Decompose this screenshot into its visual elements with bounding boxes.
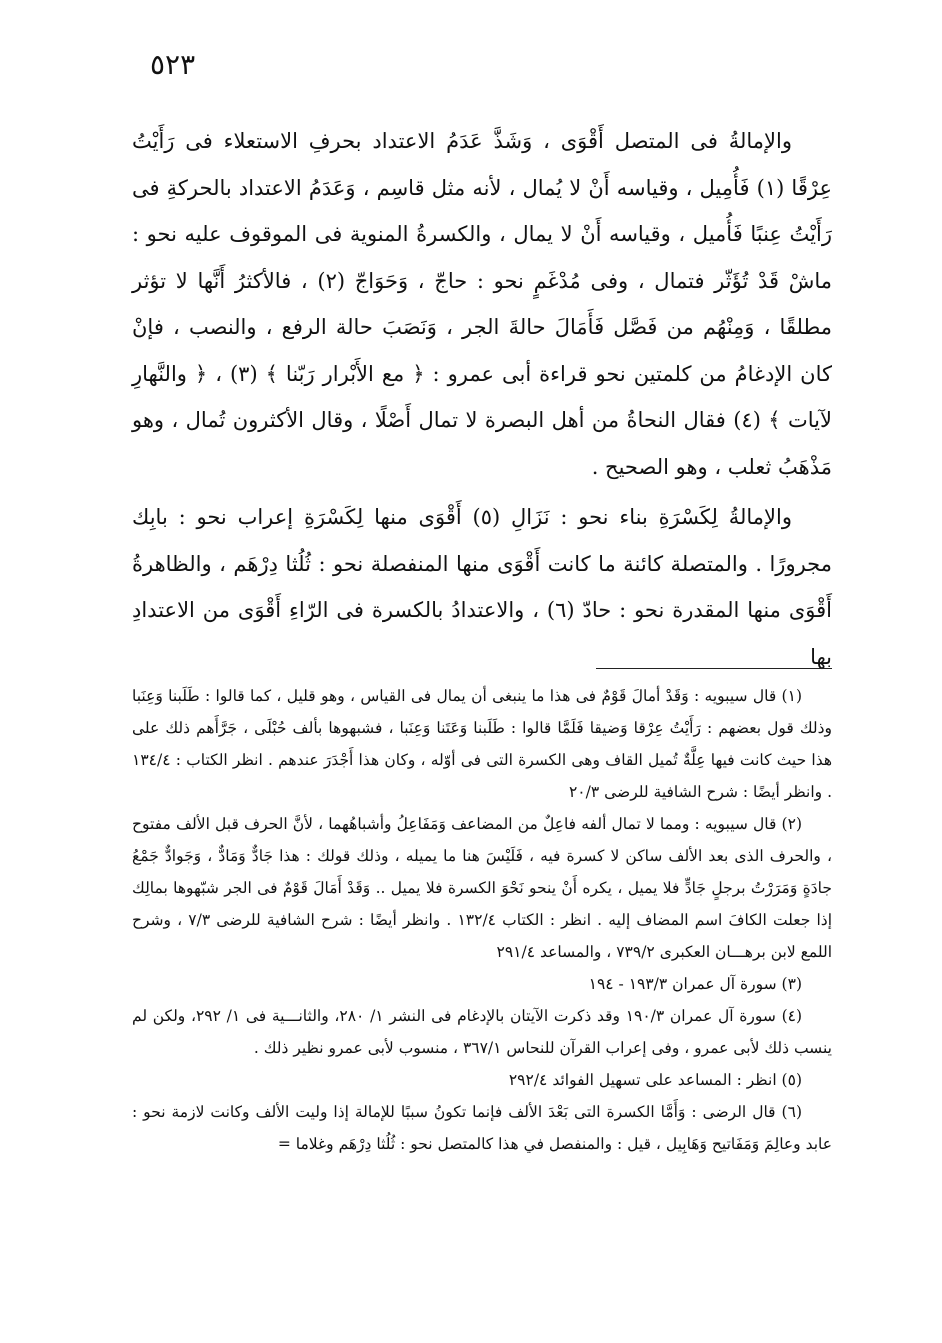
main-text <box>132 118 832 684</box>
footnote: (٣) سورة آل عمران ١٩٣/٣ - ١٩٤ <box>588 975 802 993</box>
paragraph: والإمالةُ لِكَسْرَةِ بناء نحو : نَزَالِ (٥) أَقْوَى منها لِكَسْرَةِ إعراب نحو : بابِك مجرورًا . والمتصلة كائنة ما كانت أَقْوَى منها المنفصلة نحو : ثُلُثا دِرْهَم ، والظاهرةُ أَقْوَى منها المقدرة نحو : حادّ (٦) ، والاعتدادُ بالكسرة فى الرّاءِ أَقْوَى من الاعتدادِ بها <box>132 505 832 669</box>
footnote: (٥) انظر : المساعد على تسهيل الفوائد ٢٩٢/٤ <box>508 1071 802 1089</box>
footnote: (١) قال سيبويه : وَقَدْ أمالَ قَوْمٌ فى هذا ما ينبغى أن يمال فى القياس ، وهو قليل ، كما قالوا : طَلَبنا وَعِنَبا وذلك قول بعضهم : رَأَيْتُ عِرْقا وَضيقا فَلَمَّا قالوا : طَلَبنا وَعَتَنا وَعِنَبا ، فشبهوها بألف حُبْلَى ، جَرَّأَهم ذلك على هذا حيث كانت فيها عِلَّةٌ تُميل القاف وهى الكسرة التى فى أوّله ، وكان هذا أَجْدَرَ عندهم . انظر الكتاب : ١٣٤/٤ . وانظر أيضًا : شرح الشافية للرضى ٢٠/٣ <box>132 687 832 801</box>
paragraph: والإمالةُ فى المتصل أَقْوَى ، وَشَذَّ عَدَمُ الاعتداد بحرفِ الاستعلاء فى رَأَيْتُ عِرْقًا (١) فَأُمِيل ، وقياسه أَنْ لا يُمال ، لأنه مثل قاسِم ، وَعَدَمُ الاعتداد بالحركةِ فى رَأَيْتُ عِنبًا فَأُميل ، وقياسه أَنْ لا يمال ، والكسرةُ المنوية فى الموقوف عليه نحو : ماشْ قَدْ تُؤَثّر فتمال ، وفى مُدْغَمٍ نحو : حاجّ ، وَحَوَاجّ (٢) ، فالأكثرُ أَنَّها لا تؤثر مطلقًا ، وَمِنْهُم من فَصَّل فَأَمَالَ حالةَ الجر ، وَنَصَبَ حالة الرفع ، والنصب ، فإنْ كان الإدغامُ من كلمتين نحو قراءة أبى عمرو : ﴿ مع الأَبْرار رَبّنا ﴾ (٣) ، ﴿ والنَّهارِ لآيات ﴾ (٤) فقال النحاةُ من أهل البصرة لا تمال أَصْلًا ، وقال الأكثرون تُمال ، وهو مَذْهَبُ ثعلب ، وهو الصحيح . <box>132 129 833 479</box>
footnote: (٦) قال الرضى : وَأَمَّا الكسرة التى بَعْدَ الألف فإنما تكونُ سببًا للإمالة إذا وليت الألف وكانت لازمة نحو : عابد وعالِمَ وَمَفَاتيح وَهَابِيل ، قيل : والمنفصل في هذا كالمتصل نحو : ثُلُثا دِرْهَم وغلاما = <box>132 1103 832 1153</box>
page-number: ٥٢٣ <box>150 48 196 81</box>
footnote: (٢) قال سيبويه : ومما لا تمال ألفه فاعِلٌ من المضاعف وَمَفَاعِلُ وأشباهُهما ، لأنَّ الحرف قبل الألف مفتوح ، والحرف الذى بعد الألف ساكن لا كسرة فيه ، فَلَيْسَ هنا ما يميله ، وذلك قولك : هذا جَادٌّ وَمَادٌّ ، وَجَوادٌّ جَمْعُ جادَةٍ وَمَرَرْتُ برجلٍ جَادٍّ فلا يميل ، يكره أَنْ ينحو نَحْوَ الكسرة فلا يميل .. وَقَدْ أَمَالَ قَوْمٌ فى الجر شبّهوها بمالِك إذا جعلت الكافَ اسم المضاف إليه . انظر : الكتاب ١٣٢/٤ . وانظر أيضًا : شرح الشافية للرضى ٧/٣ ، وشرح اللمع لابن برهـــان العكبرى ٧٣٩/٢ ، والمساعد ٢٩١/٤ <box>132 815 833 961</box>
footnote-divider <box>596 668 832 669</box>
footnote: (٤) سورة آل عمران ١٩٠/٣ وقد ذكرت الآيتان بالإدغام فى النشر ١/ ٢٨٠، والثانـــية فى ١/ ٢٩٢، ولكن لم ينسب ذلك لأبى عمرو ، وفى إعراب القرآن للنحاس ٣٦٧/١ ، منسوب لأبى عمرو نظير ذلك . <box>132 1007 832 1057</box>
footnotes <box>132 680 832 1160</box>
